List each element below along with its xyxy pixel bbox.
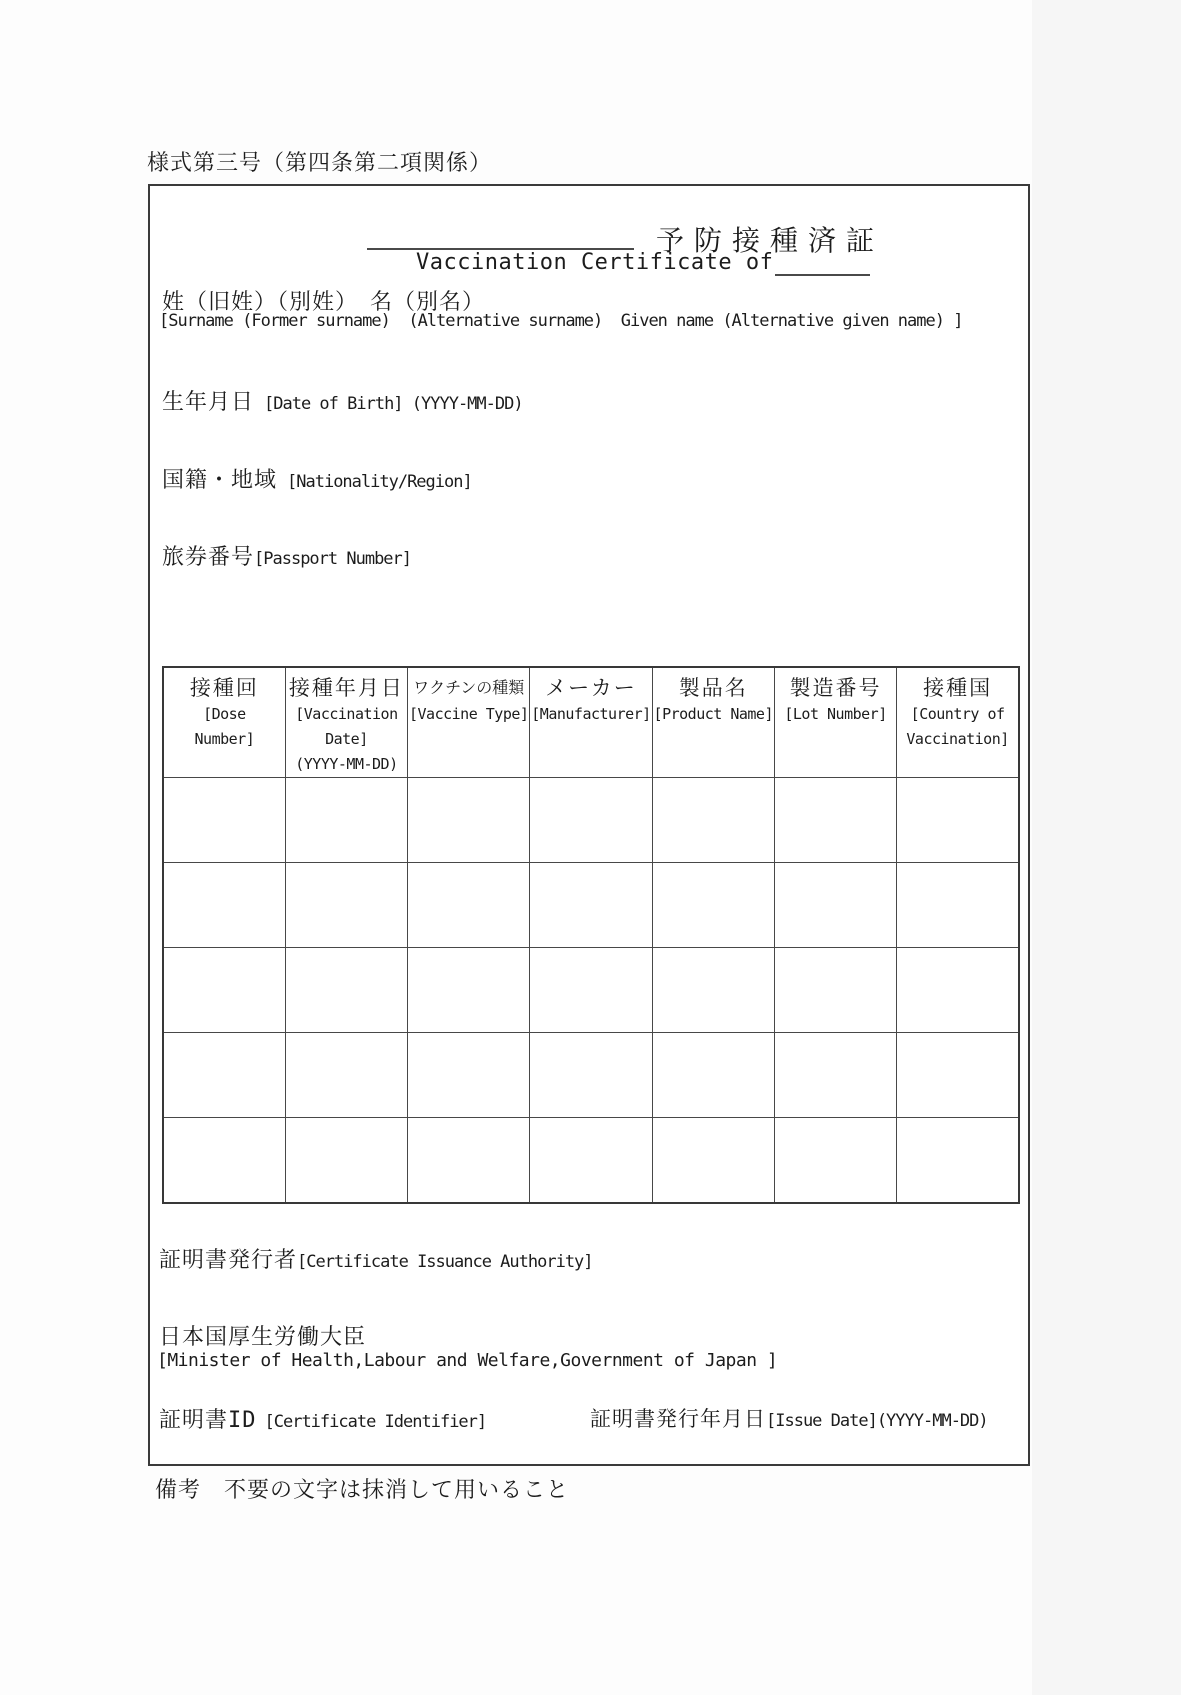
minister-line-en: [Minister of Health,Labour and Welfare,Government of Japan ] xyxy=(157,1350,778,1371)
table-empty-cell xyxy=(652,1118,774,1203)
table-empty-cell xyxy=(652,948,774,1033)
field-issuance-authority xyxy=(159,1243,593,1274)
field-issue-date-ja: 証明書発行年月日 xyxy=(590,1407,766,1431)
form-number-label: 様式第三号（第四条第二項関係） xyxy=(147,151,493,176)
table-empty-row xyxy=(163,863,1019,948)
col-product-name: 製品名 [Product Name] xyxy=(652,667,774,778)
col-vaccination-date: 接種年月日 [Vaccination Date] (YYYY-MM-DD) xyxy=(285,667,407,778)
table-empty-cell xyxy=(774,1033,896,1118)
field-issuance-authority-ja: 証明書発行者 xyxy=(159,1248,298,1273)
field-nationality-en: [Nationality/Region] xyxy=(287,472,472,492)
table-empty-cell xyxy=(897,1033,1019,1118)
table-empty-cell xyxy=(408,1118,530,1203)
table-empty-row xyxy=(163,778,1019,863)
field-certificate-id-ja: 証明書ID xyxy=(159,1408,257,1433)
table-empty-cell xyxy=(163,1033,285,1118)
field-certificate-id xyxy=(159,1403,486,1434)
table-empty-cell xyxy=(897,1118,1019,1203)
remarks-note: 備考 不要の文字は抹消して用いること xyxy=(155,1478,570,1503)
field-issue-date-en: [Issue Date](YYYY-MM-DD) xyxy=(766,1411,988,1431)
table-empty-cell xyxy=(530,778,652,863)
field-nationality xyxy=(162,463,472,494)
table-empty-cell xyxy=(163,1118,285,1203)
minister-line-ja: 日本国厚生労働大臣 xyxy=(159,1325,367,1350)
table-empty-cell xyxy=(897,863,1019,948)
certificate-title-ja: 予防接種済証 xyxy=(656,224,885,257)
field-certificate-id-en: [Certificate Identifier] xyxy=(264,1412,487,1432)
vaccination-record-table xyxy=(162,666,1020,1204)
table-empty-cell xyxy=(285,1033,407,1118)
table-empty-cell xyxy=(163,948,285,1033)
table-empty-cell xyxy=(285,778,407,863)
col-manufacturer: メーカー [Manufacturer] xyxy=(530,667,652,778)
page-right-margin xyxy=(1032,0,1181,1695)
table-empty-cell xyxy=(530,1033,652,1118)
col-lot-number: 製造番号 [Lot Number] xyxy=(774,667,896,778)
field-name-label-en: [Surname (Former surname) (Alternative surname) Given name (Alternative given name) ] xyxy=(159,311,963,331)
vaccination-table-header xyxy=(163,667,1019,778)
field-nationality-ja: 国籍・地域 xyxy=(162,468,278,493)
col-vaccine-type: ワクチンの種類 [Vaccine Type] xyxy=(408,667,530,778)
table-empty-cell xyxy=(285,863,407,948)
table-empty-cell xyxy=(530,1118,652,1203)
table-empty-cell xyxy=(408,1033,530,1118)
field-date-of-birth xyxy=(162,385,523,416)
table-empty-cell xyxy=(774,863,896,948)
field-date-of-birth-ja: 生年月日 xyxy=(162,390,255,415)
field-passport-number-en: [Passport Number] xyxy=(254,549,412,569)
table-empty-cell xyxy=(652,863,774,948)
table-empty-cell xyxy=(163,863,285,948)
col-dose-number: 接種回 [Dose Number] xyxy=(163,667,285,778)
field-issue-date xyxy=(590,1403,988,1433)
table-empty-cell xyxy=(285,948,407,1033)
header-row xyxy=(163,667,1019,778)
table-empty-cell xyxy=(774,948,896,1033)
vaccination-table-body xyxy=(163,778,1019,1203)
field-date-of-birth-en: [Date of Birth] (YYYY-MM-DD) xyxy=(264,394,523,414)
table-empty-cell xyxy=(652,1033,774,1118)
table-empty-cell xyxy=(530,863,652,948)
table-empty-cell xyxy=(774,778,896,863)
table-empty-cell xyxy=(774,1118,896,1203)
field-name-label-ja: 姓（旧姓）（別姓） 名（別名） xyxy=(162,290,486,315)
certificate-box xyxy=(148,184,1030,1466)
table-empty-cell xyxy=(408,948,530,1033)
table-empty-cell xyxy=(408,778,530,863)
col-country-of-vaccination: 接種国 [Country of Vaccination] xyxy=(897,667,1019,778)
table-empty-cell xyxy=(530,948,652,1033)
table-empty-cell xyxy=(652,778,774,863)
table-empty-row xyxy=(163,948,1019,1033)
table-empty-row xyxy=(163,1118,1019,1203)
table-empty-cell xyxy=(163,778,285,863)
table-empty-cell xyxy=(897,778,1019,863)
table-empty-cell xyxy=(897,948,1019,1033)
field-issuance-authority-en: [Certificate Issuance Authority] xyxy=(297,1252,593,1272)
table-empty-cell xyxy=(408,863,530,948)
certificate-title-en: Vaccination Certificate of xyxy=(416,250,774,275)
field-passport-number xyxy=(162,540,411,571)
title-name-blank-line xyxy=(775,274,870,276)
field-passport-number-ja: 旅券番号 xyxy=(162,545,255,570)
table-empty-cell xyxy=(285,1118,407,1203)
table-empty-row xyxy=(163,1033,1019,1118)
